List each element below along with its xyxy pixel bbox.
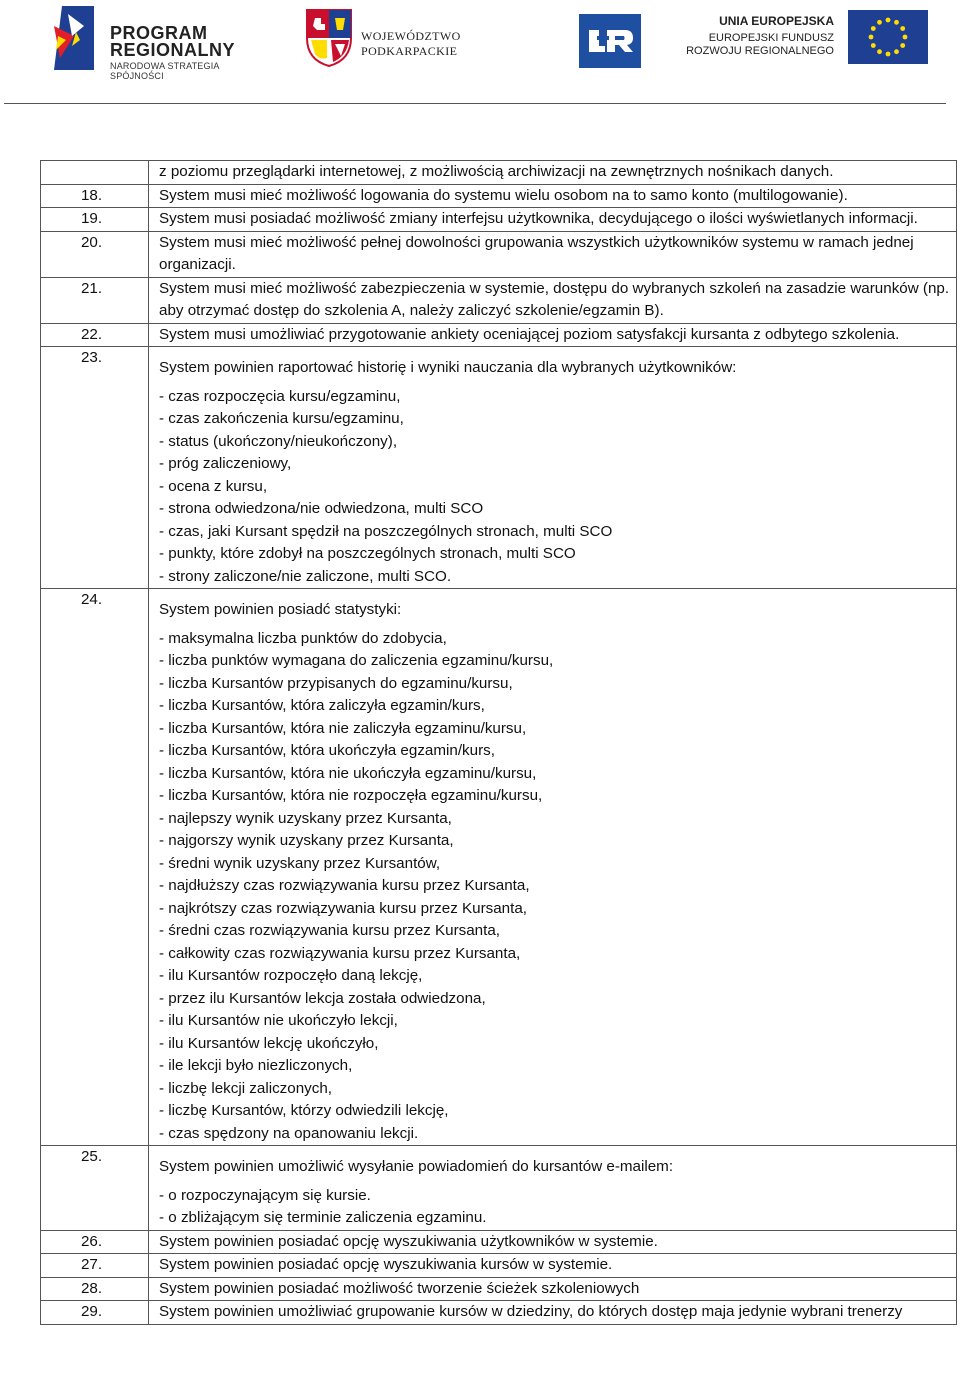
requirement-item: - liczba punktów wymagana do zaliczenia egzaminu/kursu, bbox=[159, 652, 554, 669]
requirement-text: System powinien posiadać opcję wyszukiwania użytkowników w systemie. bbox=[159, 1232, 658, 1250]
requirement-number: 19. bbox=[41, 208, 149, 232]
requirement-text-cell bbox=[149, 231, 957, 277]
requirement-item: - całkowity czas rozwiązywania kursu przez Kursanta, bbox=[159, 944, 521, 962]
requirement-item: - przez ilu Kursantów lekcja została odwiedzona, bbox=[159, 989, 486, 1007]
requirement-items bbox=[159, 1183, 952, 1230]
requirement-text-cell bbox=[149, 589, 957, 1146]
eu-logo-line1: UNIA EUROPEJSKA bbox=[719, 14, 834, 28]
requirement-text-cell bbox=[149, 347, 957, 589]
requirement-row bbox=[41, 1254, 957, 1278]
requirement-text-cell bbox=[149, 161, 957, 185]
requirement-text-cell bbox=[149, 1230, 957, 1254]
requirement-text-cell bbox=[149, 1301, 957, 1325]
requirement-row bbox=[41, 589, 957, 1146]
requirement-number: 27. bbox=[41, 1254, 149, 1278]
requirement-text: System musi mieć możliwość pełnej dowolności grupowania wszystkich użytkowników systemu w ramach jednej organizacji. bbox=[159, 233, 914, 273]
requirement-item: - strona odwiedzona/nie odwiedzona, multi SCO bbox=[159, 500, 484, 517]
requirement-item: - o rozpoczynającym się kursie. bbox=[159, 1186, 371, 1204]
requirement-item: - czas rozpoczęcia kursu/egzaminu, bbox=[159, 387, 401, 405]
requirement-item: - liczba Kursantów, która ukończyła egzamin/kurs, bbox=[159, 742, 495, 759]
region-logo-line1: WOJEWÓDZTWO bbox=[361, 29, 461, 43]
requirement-text: System musi umożliwiać przygotowanie ankiety oceniającej poziom satysfakcji kursanta z odbytego szkolenia. bbox=[159, 325, 900, 343]
program-logo-line3: NARODOWA STRATEGIA SPÓJNOŚCI bbox=[110, 61, 220, 81]
eu-logo-line3: ROZWOJU REGIONALNEGO bbox=[686, 45, 834, 57]
requirement-text-cell bbox=[149, 277, 957, 323]
requirement-row bbox=[41, 347, 957, 589]
requirement-item: - ilu Kursantów rozpoczęło daną lekcję, bbox=[159, 967, 423, 984]
requirement-item: - czas, jaki Kursant spędził na poszczególnych stronach, multi SCO bbox=[159, 522, 613, 540]
requirement-text: System powinien posiadać możliwość tworzenie ścieżek szkoleniowych bbox=[159, 1279, 640, 1297]
requirement-item: - próg zaliczeniowy, bbox=[159, 455, 292, 472]
requirement-item: - najlepszy wynik uzyskany przez Kursanta, bbox=[159, 809, 452, 827]
requirement-item: - o zbliżającym się terminie zaliczenia egzaminu. bbox=[159, 1209, 487, 1226]
requirement-text-cell bbox=[149, 1146, 957, 1231]
requirement-text: System powinien umożliwić wysyłanie powiadomień do kursantów e-mailem: bbox=[159, 1158, 674, 1175]
requirements-table bbox=[40, 160, 957, 1325]
requirement-item: - ilu Kursantów nie ukończyło lekcji, bbox=[159, 1012, 398, 1029]
requirement-text: System powinien raportować historię i wyniki nauczania dla wybranych użytkowników: bbox=[159, 359, 737, 376]
requirement-item: - liczba Kursantów, która nie rozpoczęła egzaminu/kursu, bbox=[159, 787, 543, 804]
requirement-text: System musi posiadać możliwość zmiany interfejsu użytkownika, decydującego o ilości wyświetlanych informacji. bbox=[159, 210, 918, 227]
requirement-item: - czas spędzony na opanowaniu lekcji. bbox=[159, 1124, 419, 1142]
wojewodztwo-logo bbox=[305, 8, 465, 70]
requirement-number: 25. bbox=[41, 1146, 149, 1231]
eu-logo bbox=[686, 10, 928, 66]
requirement-item: - średni wynik uzyskany przez Kursantów, bbox=[159, 854, 441, 872]
header-divider bbox=[4, 103, 946, 104]
requirement-number: 26. bbox=[41, 1230, 149, 1254]
requirement-text-cell bbox=[149, 184, 957, 208]
program-logo-line2: REGIONALNY bbox=[110, 40, 236, 60]
requirement-text-cell bbox=[149, 1254, 957, 1278]
requirement-text-cell bbox=[149, 208, 957, 232]
requirement-item: - liczba Kursantów, która zaliczyła egzamin/kurs, bbox=[159, 697, 485, 714]
requirement-item: - najkrótszy czas rozwiązywania kursu przez Kursanta, bbox=[159, 899, 528, 917]
requirement-row bbox=[41, 1230, 957, 1254]
requirement-row bbox=[41, 184, 957, 208]
requirement-row bbox=[41, 208, 957, 232]
requirement-text-cell bbox=[149, 323, 957, 347]
lr-logo-icon bbox=[579, 14, 641, 68]
requirement-item: - czas zakończenia kursu/egzaminu, bbox=[159, 410, 404, 427]
requirement-text: System powinien umożliwiać grupowanie kursów w dziedziny, do których dostęp maja jedynie wybrani trenerzy bbox=[159, 1303, 903, 1320]
requirement-text: System musi mieć możliwość zabezpieczenia w systemie, dostępu do wybranych szkoleń na zasadzie warunków (np. aby otrzymać dostęp do szkolenia A, należy zaliczyć szkolenie/egzamin B). bbox=[159, 279, 950, 319]
requirement-number: 18. bbox=[41, 184, 149, 208]
requirement-row bbox=[41, 1301, 957, 1325]
requirement-item: - liczba Kursantów przypisanych do egzaminu/kursu, bbox=[159, 674, 513, 692]
requirement-item: - status (ukończony/nieukończony), bbox=[159, 432, 398, 450]
requirement-row bbox=[41, 323, 957, 347]
requirement-item: - punkty, które zdobył na poszczególnych stronach, multi SCO bbox=[159, 545, 576, 562]
requirement-text-cell bbox=[149, 1277, 957, 1301]
program-logo-line1: PROGRAM bbox=[110, 23, 208, 43]
requirement-row bbox=[41, 1277, 957, 1301]
requirement-row bbox=[41, 161, 957, 185]
requirement-row bbox=[41, 1146, 957, 1231]
coat-of-arms-icon bbox=[305, 8, 353, 68]
requirement-number: 23. bbox=[41, 347, 149, 589]
requirement-item: - ocena z kursu, bbox=[159, 477, 268, 495]
region-logo-line2: PODKARPACKIE bbox=[361, 44, 458, 58]
requirement-items bbox=[159, 384, 952, 589]
requirement-item: - maksymalna liczba punktów do zdobycia, bbox=[159, 629, 447, 647]
requirement-item: - liczbę lekcji zaliczonych, bbox=[159, 1079, 333, 1097]
requirement-number: 20. bbox=[41, 231, 149, 277]
requirement-item: - liczba Kursantów, która nie zaliczyła egzaminu/kursu, bbox=[159, 719, 527, 737]
requirement-item: - liczba Kursantów, która nie ukończyła egzaminu/kursu, bbox=[159, 764, 537, 782]
page-header bbox=[0, 0, 960, 104]
requirement-text: System musi mieć możliwość logowania do systemu wielu osobom na to samo konto (multilogowanie). bbox=[159, 186, 848, 204]
requirement-number: 21. bbox=[41, 277, 149, 323]
requirement-number: 29. bbox=[41, 1301, 149, 1325]
requirement-row bbox=[41, 231, 957, 277]
program-regionalny-mark-icon bbox=[54, 6, 94, 70]
requirement-number: 24. bbox=[41, 589, 149, 1146]
requirement-text: z poziomu przeglądarki internetowej, z możliwością archiwizacji na zewnętrznych nośnikach danych. bbox=[159, 163, 834, 180]
requirement-item: - najgorszy wynik uzyskany przez Kursanta, bbox=[159, 832, 454, 849]
requirement-text: System powinien posiadać opcję wyszukiwania kursów w systemie. bbox=[159, 1256, 613, 1273]
requirement-number: 22. bbox=[41, 323, 149, 347]
requirement-number bbox=[41, 161, 149, 185]
requirement-item: - strony zaliczone/nie zaliczone, multi SCO. bbox=[159, 567, 452, 585]
eu-logo-line2: EUROPEJSKI FUNDUSZ bbox=[708, 32, 834, 44]
requirement-items bbox=[159, 626, 952, 1146]
eu-flag-icon bbox=[848, 10, 928, 64]
requirement-text: System powinien posiadć statystyki: bbox=[159, 601, 402, 618]
requirements-table-body bbox=[41, 161, 957, 1325]
requirement-item: - liczbę Kursantów, którzy odwiedzili lekcję, bbox=[159, 1102, 449, 1119]
requirement-number: 28. bbox=[41, 1277, 149, 1301]
requirement-item: - ilu Kursantów lekcję ukończyło, bbox=[159, 1034, 379, 1052]
requirement-item: - ile lekcji było niezliczonych, bbox=[159, 1057, 353, 1074]
requirement-row bbox=[41, 277, 957, 323]
requirement-item: - średni czas rozwiązywania kursu przez Kursanta, bbox=[159, 922, 501, 939]
program-regionalny-logo bbox=[54, 6, 274, 81]
requirement-item: - najdłuższy czas rozwiązywania kursu przez Kursanta, bbox=[159, 877, 530, 894]
